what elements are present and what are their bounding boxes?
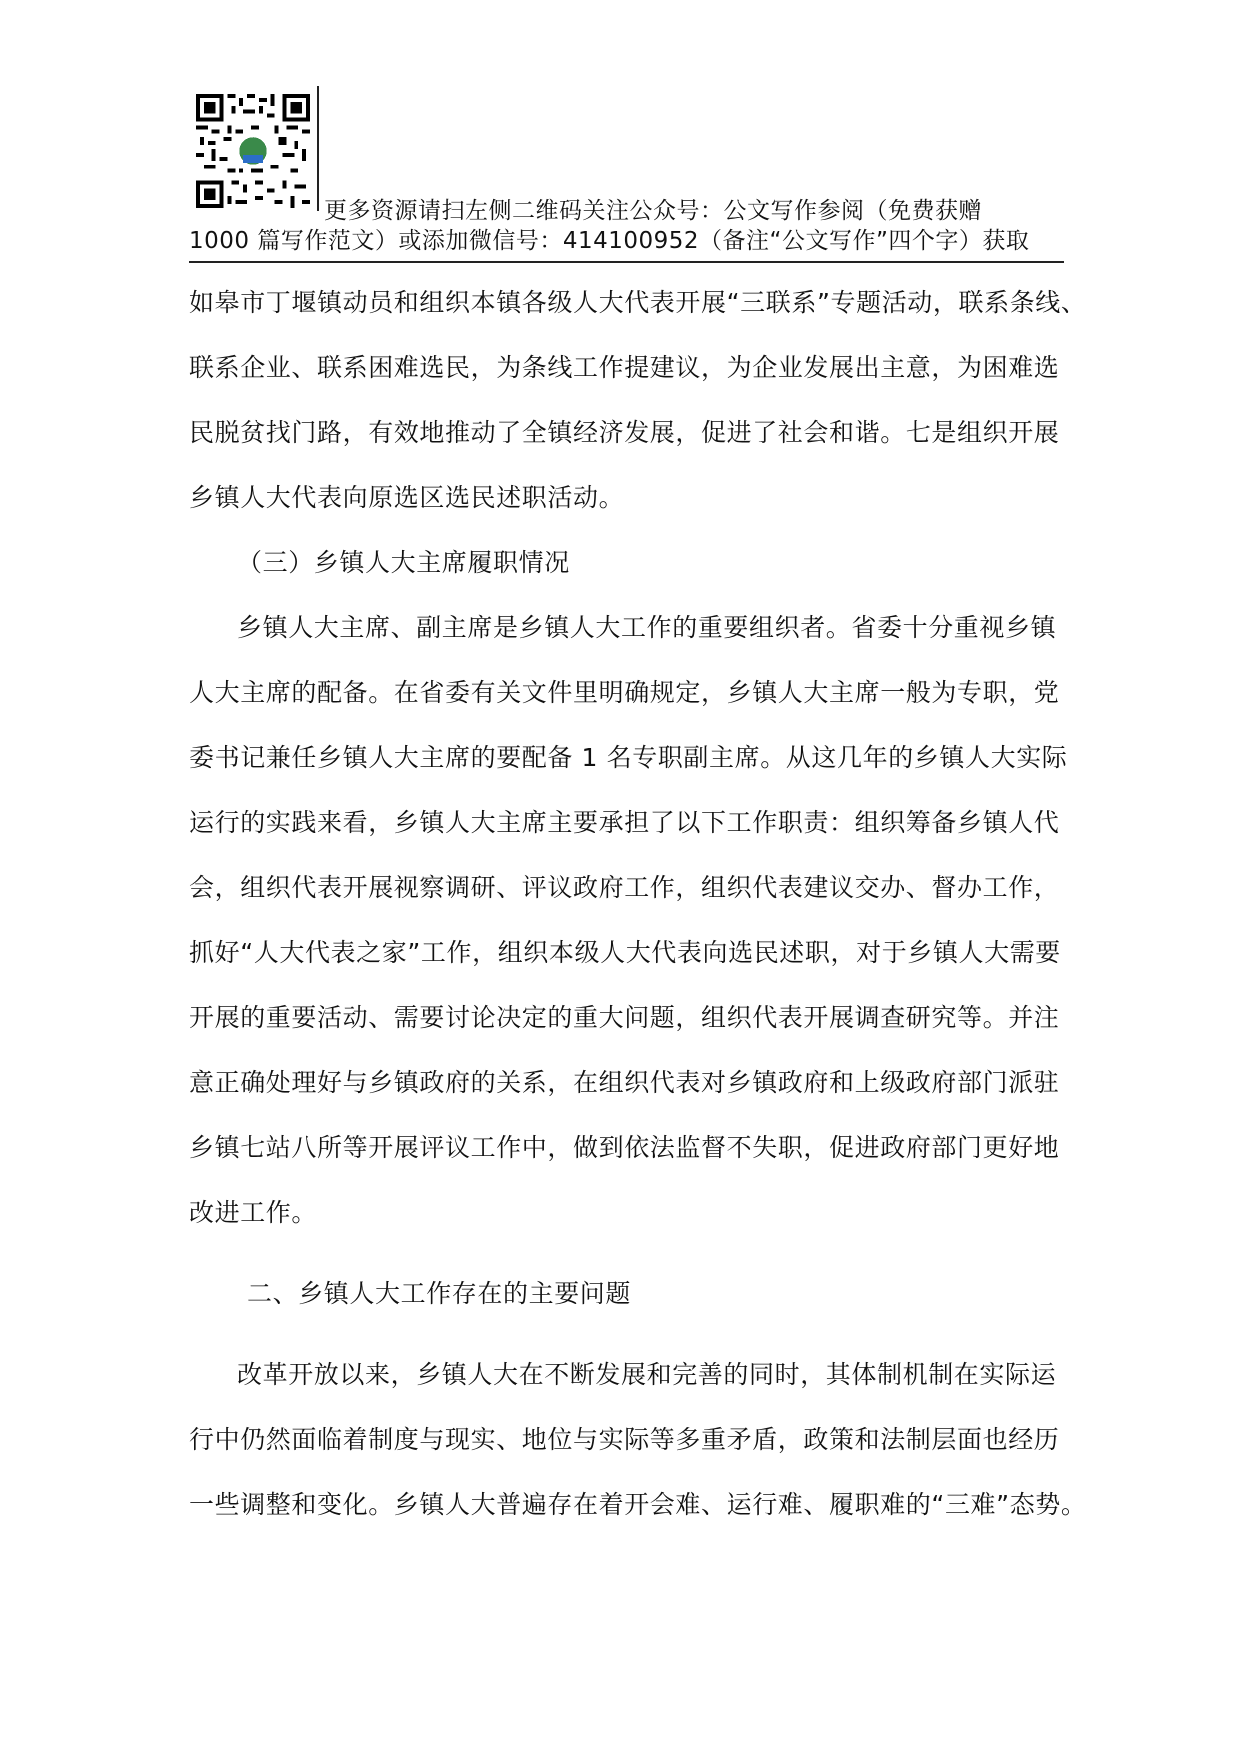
paragraph-line: 人大主席的配备。在省委有关文件里明确规定，乡镇人大主席一般为专职，党 — [189, 678, 1060, 707]
paragraph-line: 一些调整和变化。乡镇人大普遍存在着开会难、运行难、履职难的“三难”态势。 — [189, 1490, 1087, 1519]
paragraph-line: 改革开放以来，乡镇人大在不断发展和完善的同时，其体制机制在实际运 — [237, 1360, 1057, 1389]
paragraph-line: 行中仍然面临着制度与现实、地位与实际等多重矛盾，政策和法制层面也经历 — [189, 1425, 1060, 1454]
header-divider — [189, 261, 1064, 263]
section-heading: （三）乡镇人大主席履职情况 — [237, 548, 570, 577]
paragraph-line: 意正确处理好与乡镇政府的关系，在组织代表对乡镇政府和上级政府部门派驻 — [189, 1068, 1060, 1097]
paragraph-line: 如皋市丁堰镇动员和组织本镇各级人大代表开展“三联系”专题活动，联系条线、 — [189, 288, 1087, 317]
header-notice-line2: 1000 篇写作范文）或添加微信号：414100952（备注“公文写作”四个字）获取 — [189, 228, 1030, 254]
paragraph-line: 抓好“人大代表之家”工作，组织本级人大代表向选民述职，对于乡镇人大需要 — [189, 938, 1061, 967]
qr-code — [196, 94, 310, 208]
paragraph-line: 运行的实践来看，乡镇人大主席主要承担了以下工作职责：组织筹备乡镇人代 — [189, 808, 1060, 837]
document-body — [189, 270, 1087, 1537]
paragraph-line: 乡镇人大主席、副主席是乡镇人大工作的重要组织者。省委十分重视乡镇 — [237, 613, 1057, 642]
paragraph-line: 民脱贫找门路，有效地推动了全镇经济发展，促进了社会和谐。七是组织开展 — [189, 418, 1060, 447]
paragraph — [189, 270, 1087, 530]
paragraph-line: 改进工作。 — [189, 1198, 318, 1227]
qr-separator — [317, 86, 319, 211]
header-notice-line1: 更多资源请扫左侧二维码关注公众号：公文写作参阅（免费获赠 — [324, 198, 982, 224]
page-header — [189, 86, 1064, 264]
paragraph-line: 委书记兼任乡镇人大主席的要配备 1 名专职副主席。从这几年的乡镇人大实际 — [189, 743, 1068, 772]
paragraph-line: 开展的重要活动、需要讨论决定的重大问题，组织代表开展调查研究等。并注 — [189, 1003, 1060, 1032]
paragraph-line: 乡镇人大代表向原选区选民述职活动。 — [189, 483, 625, 512]
paragraph — [189, 1342, 1087, 1537]
paragraph-line: 乡镇七站八所等开展评议工作中，做到依法监督不失职，促进政府部门更好地 — [189, 1133, 1060, 1162]
paragraph-line: 联系企业、联系困难选民，为条线工作提建议，为企业发展出主意，为困难选 — [189, 353, 1060, 382]
paragraph — [189, 595, 1068, 1245]
qr-code-graphic — [196, 94, 310, 208]
chapter-heading: 二、乡镇人大工作存在的主要问题 — [247, 1279, 632, 1308]
paragraph-line: 会，组织代表开展视察调研、评议政府工作，组织代表建议交办、督办工作， — [189, 873, 1060, 902]
